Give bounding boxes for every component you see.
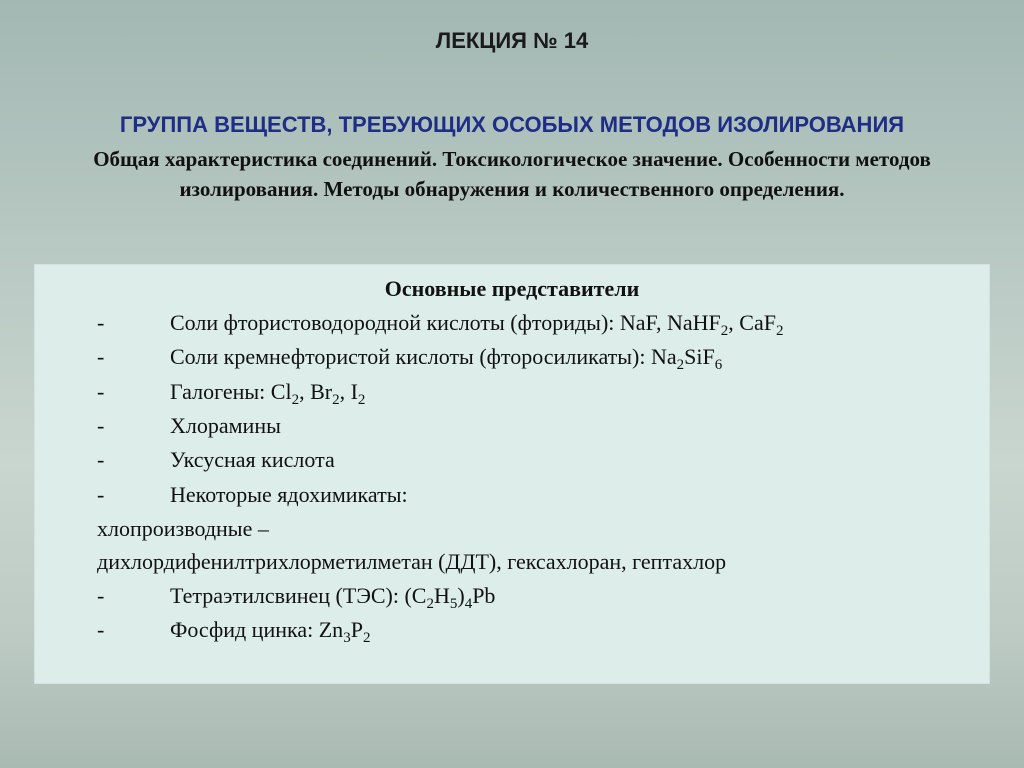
list-dash: - (97, 413, 105, 438)
subscript: 6 (714, 357, 723, 373)
text-part: SiF (684, 344, 715, 369)
subscript: 5 (449, 596, 458, 612)
text-part: Pb (472, 583, 496, 608)
subscript: 2 (775, 323, 784, 339)
subscript: 2 (720, 323, 729, 339)
list-item-chloramines (35, 413, 989, 447)
list-dash: - (97, 583, 105, 608)
subscript: 2 (332, 392, 340, 408)
list-dash: - (97, 310, 105, 335)
representatives-box (34, 264, 990, 684)
subscript: 4 (464, 596, 473, 612)
list-item-zinc-phosphide (35, 617, 989, 651)
chlor-derivatives-line-1: хлопроизводные – (97, 516, 269, 541)
item-text: Некоторые ядохимикаты: (170, 482, 408, 507)
item-text (170, 344, 723, 373)
list-dash: - (97, 447, 105, 472)
item-text (170, 617, 371, 646)
subscript: 2 (426, 596, 434, 612)
text-part: P (350, 617, 363, 642)
list-item-pesticides (35, 482, 989, 516)
box-title: Основные представители (384, 276, 640, 301)
subscript: 3 (343, 630, 351, 646)
item-text: Уксусная кислота (170, 447, 335, 472)
list-dash: - (97, 379, 105, 404)
text-part: Соли кремнефтористой кислоты (фторосиликаты): Na (170, 344, 677, 369)
item-text (170, 583, 496, 612)
text-part: ) (457, 583, 465, 608)
list-item-fluorides (35, 310, 989, 344)
list-dash: - (97, 617, 105, 642)
subscript: 2 (362, 630, 371, 646)
topic-heading: ГРУППА ВЕЩЕСТВ, ТРЕБУЮЩИХ ОСОБЫХ МЕТОДОВ ИЗОЛИРОВАНИЯ (119, 112, 905, 137)
subscript: 2 (291, 392, 300, 408)
list-item-halogens (35, 379, 989, 413)
list-dash: - (97, 482, 105, 507)
item-text (170, 310, 784, 339)
text-part: Соли фтористоводородной кислоты (фториды): NaF, NaHF (170, 310, 721, 335)
list-item-fluorosilicates (35, 344, 989, 378)
text-part: , Br (299, 379, 333, 404)
list-dash: - (97, 344, 105, 369)
lecture-title: ЛЕКЦИЯ № 14 (435, 28, 589, 53)
item-text: Хлорамины (170, 413, 281, 438)
chlor-derivatives-line-2: дихлордифенилтрихлорметилметан (ДДТ), гексахлоран, гептахлор (97, 549, 727, 574)
text-part: , I (339, 379, 358, 404)
text-part: H (433, 583, 450, 608)
text-part: Фосфид цинка: Zn (170, 617, 344, 642)
topic-description: Общая характеристика соединений. Токсикологическое значение. Особенности методов изолирования. Методы обнаружения и количественного определения. (93, 147, 931, 201)
text-part: , CaF (728, 310, 776, 335)
text-part: Галогены: Cl (170, 379, 292, 404)
item-text (170, 379, 366, 408)
list-item-acetic-acid (35, 447, 989, 481)
subscript: 2 (357, 392, 366, 408)
list-item-tetraethyl-lead (35, 583, 989, 617)
subscript: 2 (676, 357, 685, 373)
text-part: Тетраэтилсвинец (ТЭС): (C (170, 583, 427, 608)
